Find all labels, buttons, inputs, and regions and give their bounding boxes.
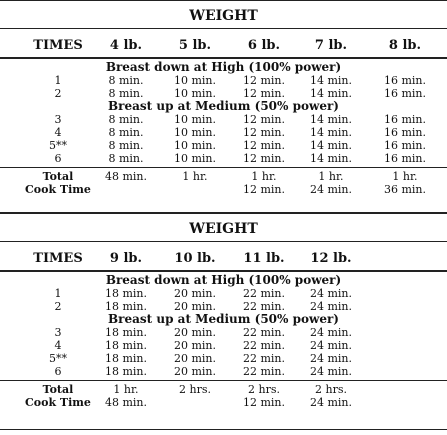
table2-row-0-cell-3: 22 min. bbox=[242, 287, 286, 300]
table2-row-4-cell-3: 22 min. bbox=[242, 352, 286, 365]
table1-cooktime-label: Cook Time bbox=[25, 183, 91, 196]
table1-row-1-cell-2: 10 min. bbox=[173, 87, 217, 100]
table2-row-0-cell-0: 1 bbox=[54, 287, 62, 300]
table1-weight-heading: WEIGHT bbox=[189, 8, 258, 24]
table1-row-2-cell-2: 10 min. bbox=[173, 113, 217, 126]
table2-row-3-cell-4: 24 min. bbox=[309, 339, 353, 352]
table2-total-b-2: 12 min. bbox=[242, 396, 286, 409]
table1-row-5-cell-5: 16 min. bbox=[383, 152, 427, 165]
table2-weight-heading: WEIGHT bbox=[189, 221, 258, 237]
table1-row-1-cell-0: 2 bbox=[54, 87, 62, 100]
table1-row-4-cell-5: 16 min. bbox=[383, 139, 427, 152]
table1-row-3-cell-0: 4 bbox=[54, 126, 62, 139]
table2-row-1-cell-3: 22 min. bbox=[242, 300, 286, 313]
table2-row-3-cell-2: 20 min. bbox=[173, 339, 217, 352]
table2-row-5-cell-2: 20 min. bbox=[173, 365, 217, 378]
table1-section-medium: Breast up at Medium (50% power) bbox=[108, 99, 339, 113]
table2-total-b-0: 48 min. bbox=[104, 396, 148, 409]
table1-header-2: 5 lb. bbox=[178, 38, 212, 53]
table2-header-1: 9 lb. bbox=[109, 251, 143, 266]
table2-row-3-cell-0: 4 bbox=[54, 339, 62, 352]
table2-row-1-cell-2: 20 min. bbox=[173, 300, 217, 313]
table1-row-3-cell-1: 8 min. bbox=[108, 126, 144, 139]
table1-total-a-2: 1 hr. bbox=[251, 170, 277, 183]
table1-total-b-2: 12 min. bbox=[242, 183, 286, 196]
table2-row-2-cell-0: 3 bbox=[54, 326, 62, 339]
table1-row-3-cell-5: 16 min. bbox=[383, 126, 427, 139]
table1-row-0-cell-4: 14 min. bbox=[309, 74, 353, 87]
table2-total-b-3: 24 min. bbox=[309, 396, 353, 409]
table2-row-2-cell-3: 22 min. bbox=[242, 326, 286, 339]
table2-row-1-cell-0: 2 bbox=[54, 300, 62, 313]
table2-row-0-cell-4: 24 min. bbox=[309, 287, 353, 300]
table1-row-1-cell-4: 14 min. bbox=[309, 87, 353, 100]
table1-row-3-cell-2: 10 min. bbox=[173, 126, 217, 139]
table2-row-5-cell-3: 22 min. bbox=[242, 365, 286, 378]
table2-row-0-cell-2: 20 min. bbox=[173, 287, 217, 300]
table1-row-1-cell-1: 8 min. bbox=[108, 87, 144, 100]
table1-row-5-cell-2: 10 min. bbox=[173, 152, 217, 165]
table2-row-3-cell-3: 22 min. bbox=[242, 339, 286, 352]
table2-heading-rule bbox=[0, 241, 447, 242]
table1-total-a-3: 1 hr. bbox=[318, 170, 344, 183]
table1-header-5: 8 lb. bbox=[388, 38, 422, 53]
table1-total-a-0: 48 min. bbox=[104, 170, 148, 183]
table2-row-2-cell-1: 18 min. bbox=[104, 326, 148, 339]
table1-row-0-cell-0: 1 bbox=[54, 74, 62, 87]
table1-row-1-cell-3: 12 min. bbox=[242, 87, 286, 100]
table1-top-rule bbox=[0, 0, 447, 1]
table2-section-high: Breast down at High (100% power) bbox=[105, 273, 342, 287]
table2-row-4-cell-1: 18 min. bbox=[104, 352, 148, 365]
table1-header-4: 7 lb. bbox=[314, 38, 348, 53]
table1-header-rule bbox=[0, 57, 447, 59]
table1-row-2-cell-3: 12 min. bbox=[242, 113, 286, 126]
table2-total-a-1: 2 hrs. bbox=[179, 383, 211, 396]
table1-header-1: 4 lb. bbox=[109, 38, 143, 53]
table1-row-5-cell-0: 6 bbox=[54, 152, 62, 165]
table2-total-a-2: 2 hrs. bbox=[248, 383, 280, 396]
table1-total-rule bbox=[0, 167, 447, 168]
table2-row-0-cell-1: 18 min. bbox=[104, 287, 148, 300]
table1-total-b-3: 24 min. bbox=[309, 183, 353, 196]
table2-total-a-0: 1 hr. bbox=[113, 383, 139, 396]
table2-row-4-cell-4: 24 min. bbox=[309, 352, 353, 365]
table2-row-4-cell-0: 5** bbox=[49, 352, 67, 365]
table2-section-medium: Breast up at Medium (50% power) bbox=[108, 312, 339, 326]
table2-row-2-cell-4: 24 min. bbox=[309, 326, 353, 339]
table2-cooktime-label: Cook Time bbox=[25, 396, 91, 409]
table1-row-4-cell-3: 12 min. bbox=[242, 139, 286, 152]
table1-row-0-cell-2: 10 min. bbox=[173, 74, 217, 87]
table1-row-2-cell-1: 8 min. bbox=[108, 113, 144, 126]
table1-row-5-cell-4: 14 min. bbox=[309, 152, 353, 165]
table2-header-0: TIMES bbox=[33, 251, 83, 266]
table1-row-4-cell-2: 10 min. bbox=[173, 139, 217, 152]
table1-total-a-1: 1 hr. bbox=[182, 170, 208, 183]
table2-header-4: 12 lb. bbox=[310, 251, 352, 266]
table2-header-rule bbox=[0, 270, 447, 272]
table2-header-2: 10 lb. bbox=[174, 251, 216, 266]
table2-row-1-cell-1: 18 min. bbox=[104, 300, 148, 313]
table1-row-2-cell-4: 14 min. bbox=[309, 113, 353, 126]
table1-row-4-cell-0: 5** bbox=[49, 139, 67, 152]
table2-row-3-cell-1: 18 min. bbox=[104, 339, 148, 352]
table1-header-3: 6 lb. bbox=[247, 38, 281, 53]
table1-heading-rule bbox=[0, 28, 447, 29]
table1-row-0-cell-3: 12 min. bbox=[242, 74, 286, 87]
table2-row-5-cell-0: 6 bbox=[54, 365, 62, 378]
table1-row-4-cell-1: 8 min. bbox=[108, 139, 144, 152]
table1-row-5-cell-3: 12 min. bbox=[242, 152, 286, 165]
table2-row-2-cell-2: 20 min. bbox=[173, 326, 217, 339]
table1-row-0-cell-1: 8 min. bbox=[108, 74, 144, 87]
table2-total-label: Total bbox=[42, 383, 74, 396]
table1-row-1-cell-5: 16 min. bbox=[383, 87, 427, 100]
bottom-rule bbox=[0, 429, 447, 430]
table1-total-label: Total bbox=[42, 170, 74, 183]
table2-row-5-cell-4: 24 min. bbox=[309, 365, 353, 378]
table2-row-5-cell-1: 18 min. bbox=[104, 365, 148, 378]
table1-row-3-cell-4: 14 min. bbox=[309, 126, 353, 139]
table1-section-high: Breast down at High (100% power) bbox=[105, 60, 342, 74]
table2-header-3: 11 lb. bbox=[243, 251, 285, 266]
table2-row-1-cell-4: 24 min. bbox=[309, 300, 353, 313]
table1-row-5-cell-1: 8 min. bbox=[108, 152, 144, 165]
table2-top-rule bbox=[0, 213, 447, 214]
table1-row-2-cell-5: 16 min. bbox=[383, 113, 427, 126]
table2-row-4-cell-2: 20 min. bbox=[173, 352, 217, 365]
table1-total-a-4: 1 hr. bbox=[392, 170, 418, 183]
table2-total-a-3: 2 hrs. bbox=[315, 383, 347, 396]
table1-row-0-cell-5: 16 min. bbox=[383, 74, 427, 87]
table1-row-2-cell-0: 3 bbox=[54, 113, 62, 126]
table1-header-0: TIMES bbox=[33, 38, 83, 53]
table2-total-rule bbox=[0, 380, 447, 381]
table1-row-3-cell-3: 12 min. bbox=[242, 126, 286, 139]
table-separator-rule bbox=[0, 212, 447, 213]
table1-total-b-4: 36 min. bbox=[383, 183, 427, 196]
table1-row-4-cell-4: 14 min. bbox=[309, 139, 353, 152]
